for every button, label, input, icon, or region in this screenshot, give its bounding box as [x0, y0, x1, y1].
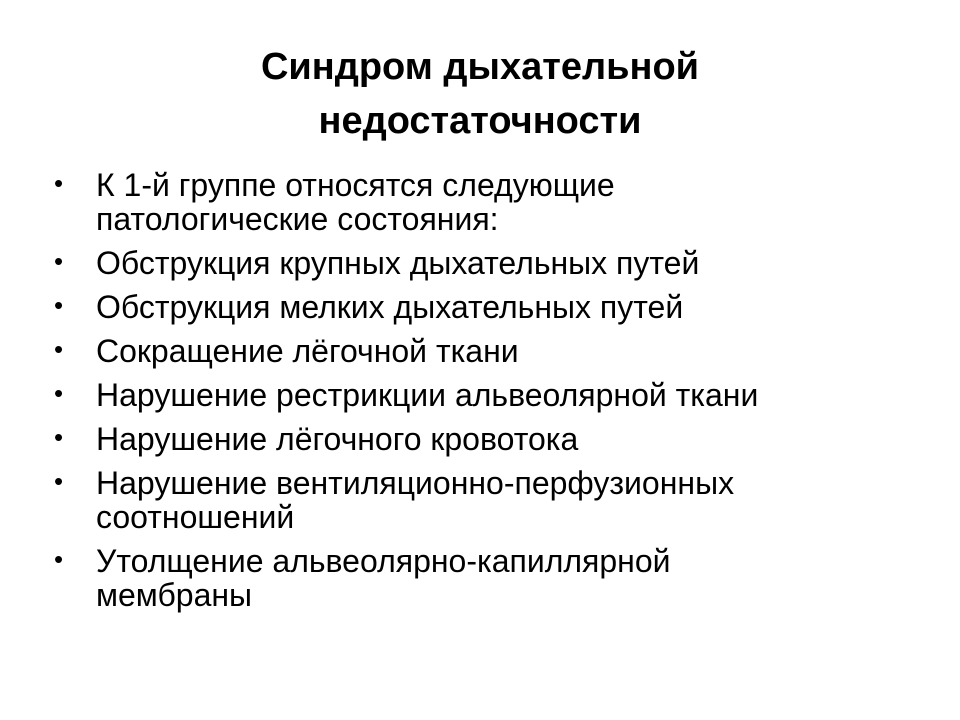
slide-title-line-2: недостаточности [318, 100, 642, 142]
bullet-icon: • [54, 290, 64, 320]
bullet-icon: • [54, 466, 64, 496]
bullet-item [54, 168, 914, 236]
bullet-text-line-1: Обструкция мелких дыхательных путей [96, 289, 684, 325]
bullet-text-line-2: патологические состояния: [96, 201, 499, 237]
bullet-text-line-1: Обструкция крупных дыхательных путей [96, 245, 700, 281]
bullet-text-line-1: Нарушение рестрикции альвеолярной ткани [96, 377, 759, 413]
bullet-icon: • [54, 246, 64, 276]
bullet-icon: • [54, 378, 64, 408]
bullet-text-line-2: мембраны [96, 577, 253, 613]
bullet-text-line-1: Нарушение вентиляционно-перфузионных [96, 465, 735, 501]
bullet-item [54, 246, 914, 280]
bullet-icon: • [54, 334, 64, 364]
slide-title-line-1: Синдром дыхательной [260, 46, 700, 88]
bullet-icon: • [54, 168, 64, 198]
bullet-item [54, 466, 914, 534]
bullet-item [54, 378, 914, 412]
bullet-item [54, 422, 914, 456]
bullet-text-line-1: Нарушение лёгочного кровотока [96, 421, 579, 457]
slide-title [0, 40, 960, 148]
bullet-item [54, 290, 914, 324]
bullet-text-line-2: соотношений [96, 499, 295, 535]
bullet-text-line-1: К 1-й группе относятся следующие [96, 167, 615, 203]
bullet-icon: • [54, 422, 64, 452]
bullet-item [54, 544, 914, 612]
bullet-item [54, 334, 914, 368]
bullet-list [54, 168, 914, 622]
bullet-text-line-1: Утолщение альвеолярно-капиллярной [96, 543, 671, 579]
bullet-icon: • [54, 544, 64, 574]
bullet-text-line-1: Сокращение лёгочной ткани [96, 333, 519, 369]
